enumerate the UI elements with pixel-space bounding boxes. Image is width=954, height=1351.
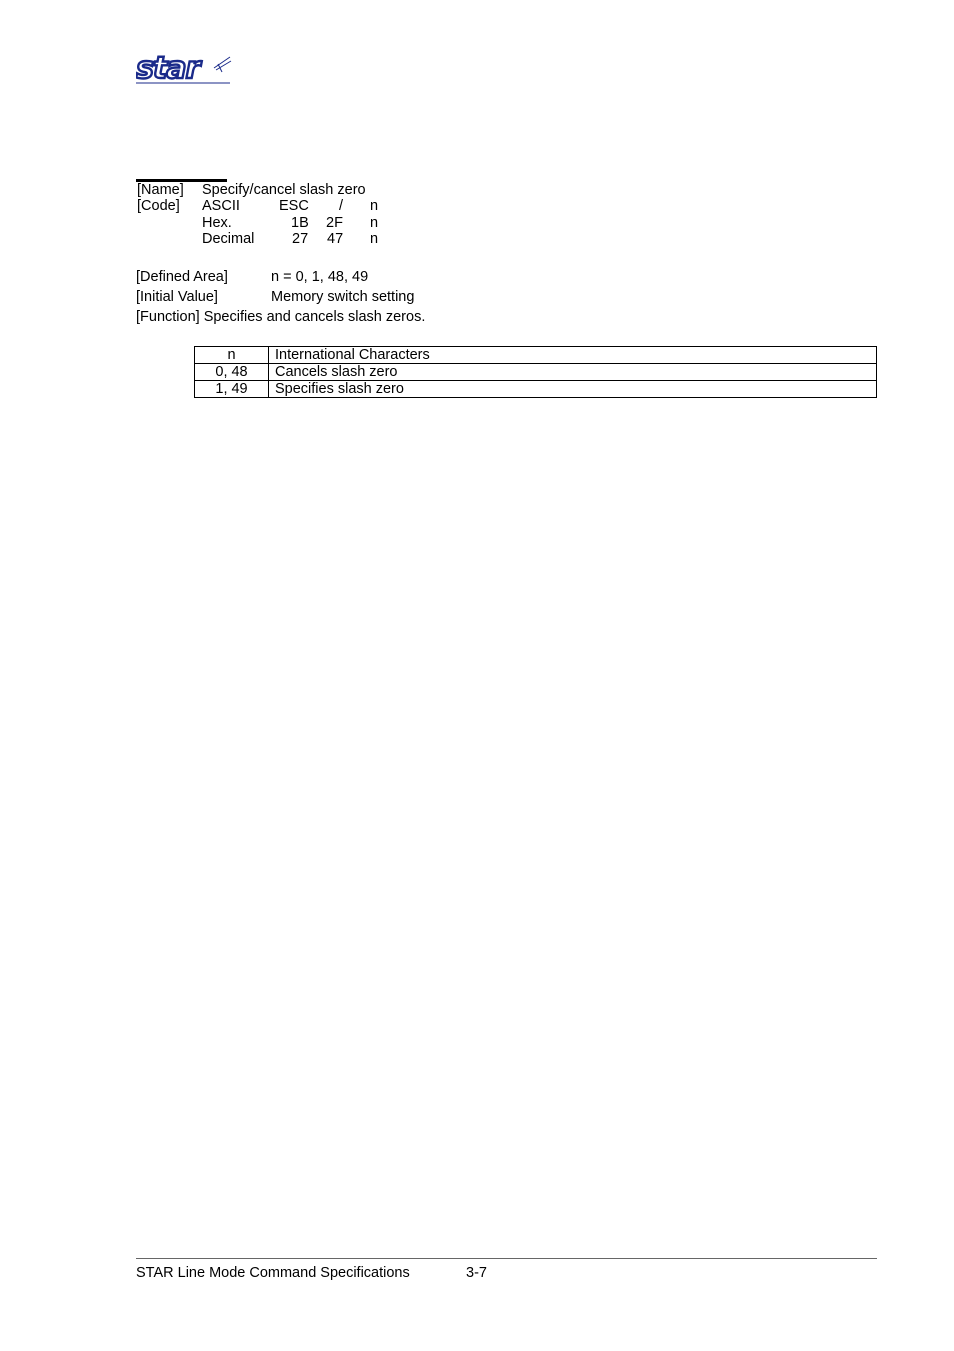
svg-text:star: star [136,52,200,84]
footer-rule [136,1258,877,1259]
table-cell: 0, 48 [195,364,269,381]
code-row-c3: n [370,198,379,214]
name-value: Specify/cancel slash zero [202,182,366,198]
table-header-row [195,347,877,364]
table-row [195,364,877,381]
name-label: [Name] [137,182,184,198]
code-row-c2: 47 [327,231,344,247]
footer-title: STAR Line Mode Command Specifications [136,1265,410,1281]
code-row-label: Hex. [202,215,232,231]
code-row-c1: ESC [279,198,309,214]
code-row-label: Decimal [202,231,255,247]
table-header-cell: International Characters [269,347,877,364]
code-row-c1: 1B [291,215,309,231]
table-cell: Cancels slash zero [269,364,877,381]
initial-value-value: Memory switch setting [271,289,415,305]
footer-page-number: 3-7 [466,1265,487,1281]
function-table [194,346,877,398]
table-header-cell: n [195,347,269,364]
table-row [195,381,877,398]
code-row-c3: n [370,231,379,247]
code-row-c1: 27 [292,231,309,247]
code-label: [Code] [137,198,180,214]
table-cell: 1, 49 [195,381,269,398]
defined-area-label: [Defined Area] [136,269,228,285]
code-row-c3: n [370,215,379,231]
code-row-c2: 2F [326,215,343,231]
function-text: [Function] Specifies and cancels slash zeros. [136,309,426,325]
code-row-label: ASCII [202,198,240,214]
defined-area-value: n = 0, 1, 48, 49 [271,269,369,285]
star-logo [136,52,232,84]
table-cell: Specifies slash zero [269,381,877,398]
initial-value-label: [Initial Value] [136,289,218,305]
code-row-c2: / [339,198,344,214]
